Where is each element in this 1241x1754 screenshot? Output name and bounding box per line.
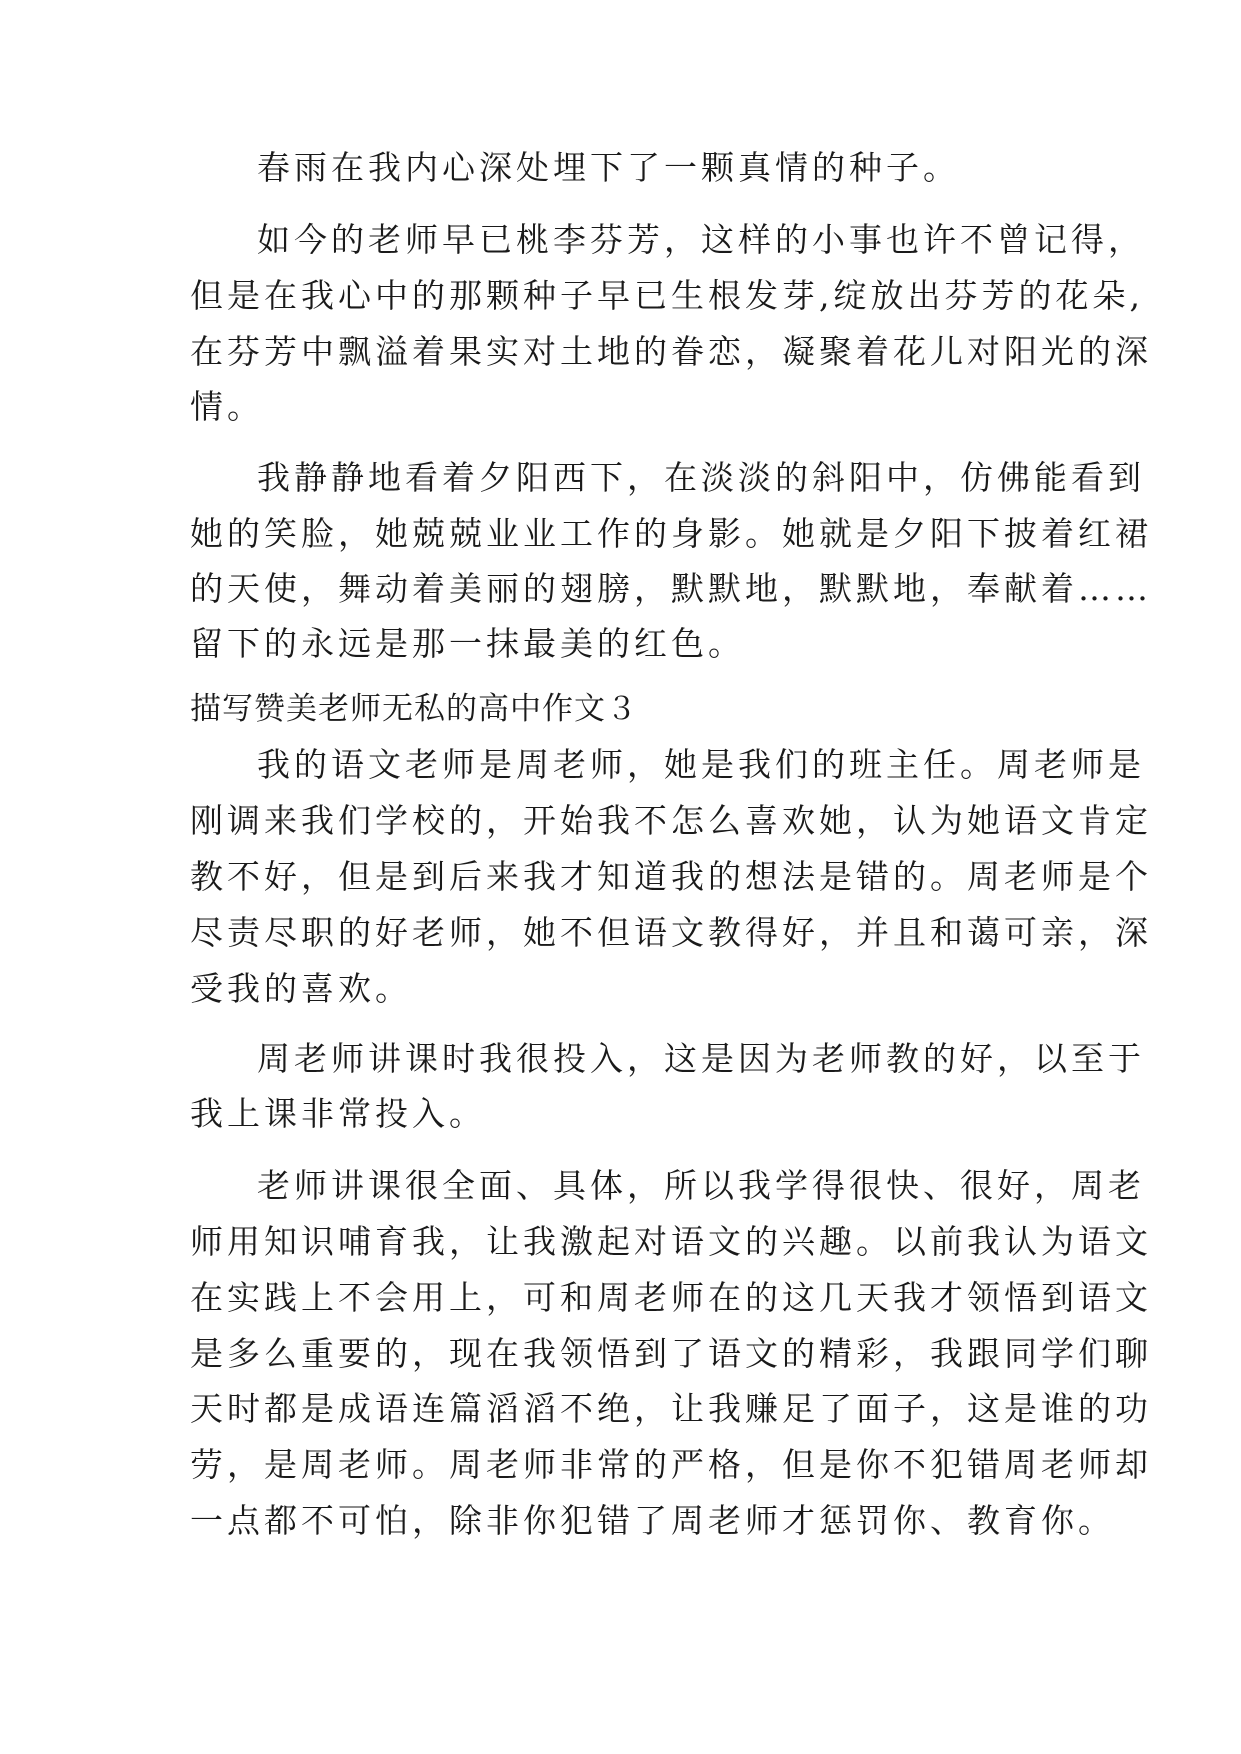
paragraph-line: 一点都不可怕，除非你犯错了周老师才惩罚你、教育你。 <box>190 1501 1115 1540</box>
paragraph-line: 是多么重要的，现在我领悟到了语文的精彩，我跟同学们聊 <box>190 1334 1152 1373</box>
paragraph-line: 天时都是成语连篇滔滔不绝，让我赚足了面子，这是谁的功 <box>190 1389 1152 1428</box>
paragraph-line: 但是在我心中的那颗种子早已生根发芽,绽放出芬芳的花朵, <box>190 276 1144 315</box>
paragraph-line: 春雨在我内心深处埋下了一颗真情的种子。 <box>257 148 960 187</box>
paragraph-line: 我静静地看着夕阳西下，在淡淡的斜阳中，仿佛能看到 <box>257 458 1145 497</box>
paragraph-line: 留下的永远是那一抹最美的红色。 <box>190 624 745 663</box>
paragraph-line: 老师讲课很全面、具体，所以我学得很快、很好，周老 <box>257 1166 1145 1205</box>
paragraph-line: 刚调来我们学校的，开始我不怎么喜欢她，认为她语文肯定 <box>190 801 1152 840</box>
paragraph-line: 受我的喜欢。 <box>190 969 412 1008</box>
paragraph-line: 的天使，舞动着美丽的翅膀，默默地，默默地，奉献着…… <box>190 569 1152 608</box>
paragraph-line: 在实践上不会用上，可和周老师在的这几天我才领悟到语文 <box>190 1278 1152 1317</box>
paragraph-line: 如今的老师早已桃李芬芳，这样的小事也许不曾记得， <box>257 220 1145 259</box>
paragraph-line: 教不好，但是到后来我才知道我的想法是错的。周老师是个 <box>190 857 1152 896</box>
paragraph-line: 周老师讲课时我很投入，这是因为老师教的好，以至于 <box>257 1039 1145 1078</box>
paragraph-line: 师用知识哺育我，让我激起对语文的兴趣。以前我认为语文 <box>190 1222 1152 1261</box>
paragraph-line: 她的笑脸，她兢兢业业工作的身影。她就是夕阳下披着红裙 <box>190 514 1152 553</box>
paragraph-line: 尽责尽职的好老师，她不但语文教得好，并且和蔼可亲，深 <box>190 913 1152 952</box>
section-heading: 描写赞美老师无私的高中作文３ <box>190 691 638 727</box>
paragraph-line: 我上课非常投入。 <box>190 1094 486 1133</box>
paragraph-line: 我的语文老师是周老师，她是我们的班主任。周老师是 <box>257 745 1145 784</box>
paragraph-line: 在芬芳中飘溢着果实对土地的眷恋，凝聚着花儿对阳光的深 <box>190 332 1152 371</box>
paragraph-line: 劳，是周老师。周老师非常的严格，但是你不犯错周老师却 <box>190 1445 1152 1484</box>
paragraph-line: 情。 <box>190 387 264 426</box>
